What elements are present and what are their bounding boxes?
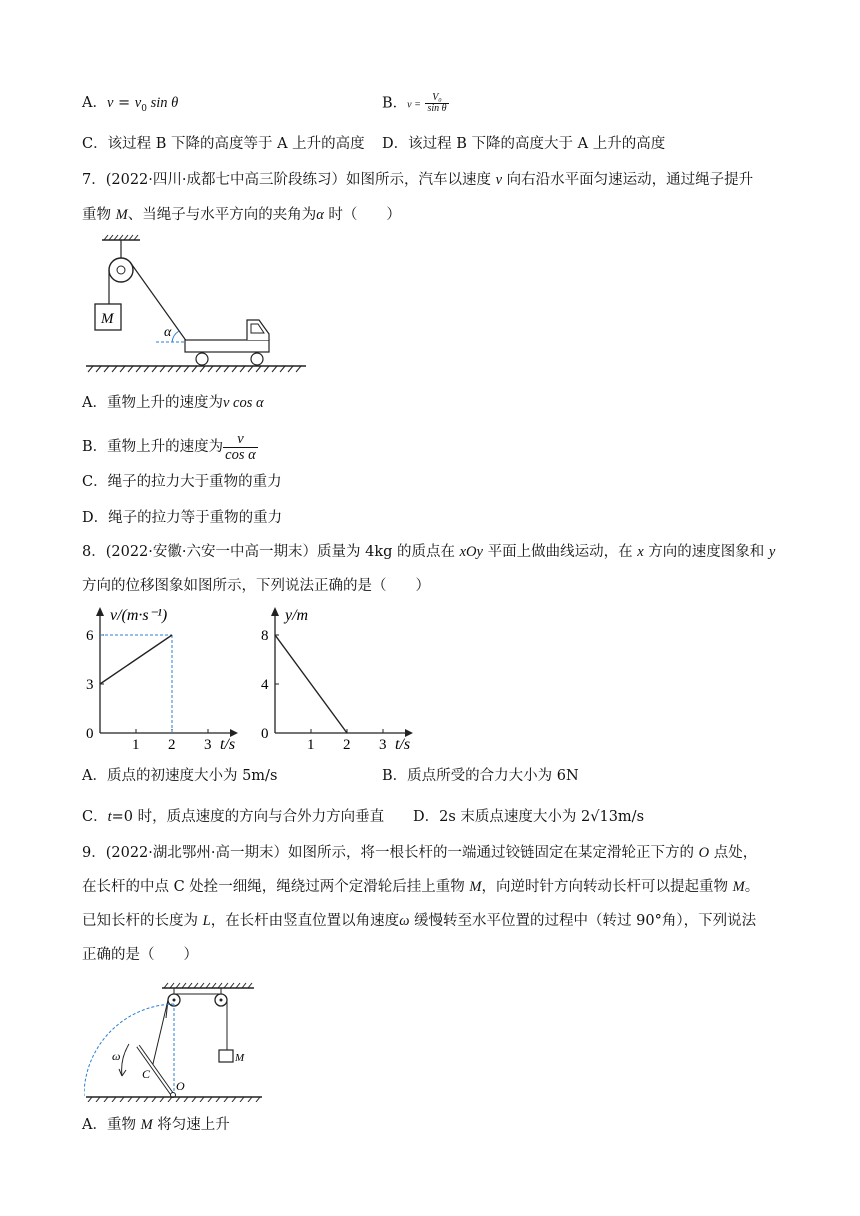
y-tick-label: 0 xyxy=(86,726,94,742)
mass-label: M xyxy=(101,311,114,327)
prev-option-c: C．该过程 B 下降的高度等于 A 上升的高度 xyxy=(82,136,365,152)
x-tick-label: 2 xyxy=(168,737,176,753)
q9-stem-line4: 正确的是（ ） xyxy=(82,947,198,963)
series-line xyxy=(100,635,172,684)
y-axis-arrow xyxy=(271,607,279,616)
q7-option-c: C．绳子的拉力大于重物的重力 xyxy=(82,474,282,490)
svg-text:ω: ω xyxy=(112,1049,121,1063)
q9-stem-line3: 已知长杆的长度为 L，在长杆由竖直位置以角速度ω 缓慢转至水平位置的过程中（转过 90°角），下列说法 xyxy=(82,913,757,929)
x-axis-label: t/s xyxy=(220,736,236,753)
prev-option-a: A．$v = v_0$ sin θ xyxy=(82,95,179,114)
truck-body xyxy=(185,340,269,352)
q8-option-d: D．2s 末质点速度大小为 2√13m/s xyxy=(413,809,645,825)
q8-stem-line2: 方向的位移图象如图所示，下列说法正确的是（ ） xyxy=(82,578,430,594)
q9-stem-line1: 9．(2022·湖北鄂州·高一期末）如图所示，将一根长杆的一端通过铰链固定在某定滑轮正下方的 O 点处， xyxy=(82,845,758,861)
series-line xyxy=(275,635,347,733)
q7-stem-line1: 7．(2022·四川·成都七中高三阶段练习）如图所示，汽车以速度 v 向右沿水平面匀速运动，通过绳子提升 xyxy=(82,172,754,188)
x-tick-label: 3 xyxy=(379,737,387,753)
truck-wheel-front xyxy=(251,353,263,365)
truck-cab xyxy=(247,320,269,340)
y-tick-label: 8 xyxy=(261,628,269,644)
q9-stem-line2: 在长杆的中点 C 处拴一细绳，绳绕过两个定滑轮后挂上重物 M，向逆时针方向转动长杆可以提起重物 M。 xyxy=(82,879,760,895)
q7-truck-pulley-figure xyxy=(84,232,314,380)
q7-option-b: B．重物上升的速度为 $\frac{v}{\text{cos α}}$ xyxy=(82,431,256,463)
y-tick-label: 4 xyxy=(261,677,269,693)
q9-rod-pulley-figure xyxy=(84,980,274,1102)
displacement-time-chart xyxy=(255,602,425,754)
prev-option-b: B．v = $\frac{\text{V₀}}{\text{sin θ}}$ xyxy=(382,92,447,114)
x-tick-label: 2 xyxy=(343,737,351,753)
pulley-wheel xyxy=(109,258,133,282)
x-tick-label: 1 xyxy=(307,737,315,753)
y-tick-label: 6 xyxy=(86,628,94,644)
svg-text:O: O xyxy=(176,1079,185,1093)
mass-block xyxy=(219,1050,233,1062)
y-axis-label: v/(m·s⁻¹) xyxy=(110,607,168,624)
x-tick-label: 3 xyxy=(204,737,212,753)
q7-option-a: A．重物上升的速度为v cos α xyxy=(82,395,264,411)
truck-wheel-rear xyxy=(196,353,208,365)
x-tick-label: 1 xyxy=(132,737,140,753)
q8-option-c: C．t=0 时，质点速度的方向与合外力方向垂直 xyxy=(82,809,385,825)
q8-option-a: A．质点的初速度大小为 5m/s xyxy=(82,768,278,784)
q8-stem-line1: 8．(2022·安徽·六安一中高一期末）质量为 4kg 的质点在 xOy 平面上做曲线运动，在 x 方向的速度图象和 y xyxy=(82,544,776,560)
y-tick-label: 3 xyxy=(86,677,94,693)
q7-stem-line2: 重物 M、当绳子与水平方向的夹角为α 时（ ） xyxy=(82,207,401,223)
svg-text:M: M xyxy=(235,1052,245,1064)
velocity-time-chart xyxy=(80,602,250,754)
svg-text:C: C xyxy=(142,1067,151,1081)
q8-option-b: B．质点所受的合力大小为 6N xyxy=(382,768,579,784)
q9-option-a: A．重物 M 将匀速上升 xyxy=(82,1117,230,1133)
y-axis-label: y/m xyxy=(285,607,309,624)
rope-to-truck xyxy=(130,262,187,342)
y-axis-arrow xyxy=(96,607,104,616)
prev-option-d: D．该过程 B 下降的高度大于 A 上升的高度 xyxy=(382,136,666,152)
q7-option-d: D．绳子的拉力等于重物的重力 xyxy=(82,510,283,526)
y-tick-label: 0 xyxy=(261,726,269,742)
angle-alpha-label: α xyxy=(164,325,172,340)
x-axis-label: t/s xyxy=(395,736,411,753)
